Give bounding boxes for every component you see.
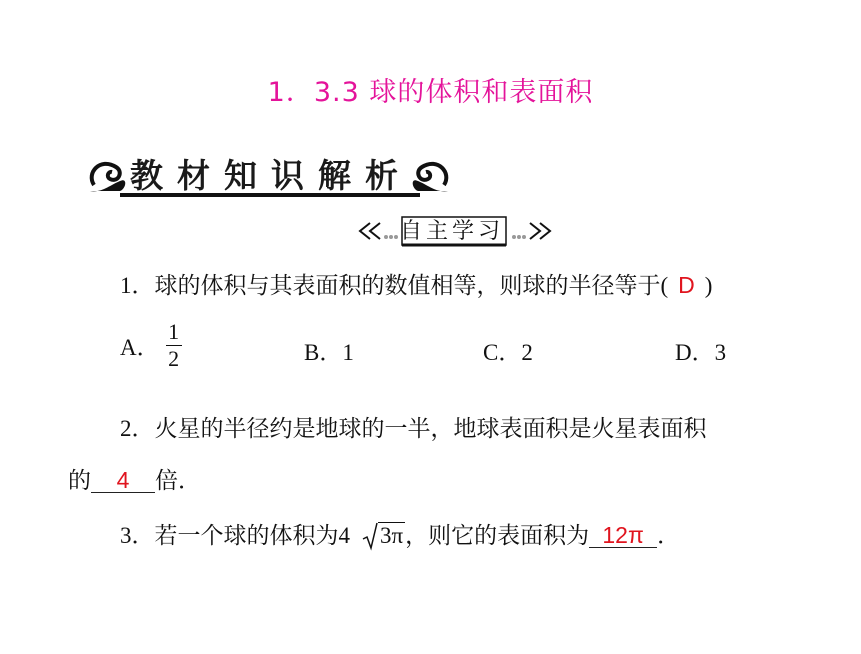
question-1-text: 1．球的体积与其表面积的数值相等，则球的半径等于( (120, 273, 669, 298)
question-2-suffix: 倍． (155, 468, 201, 493)
question-3-prefix: 3．若一个球的体积为4 (120, 523, 350, 548)
radical-sign-icon (362, 521, 378, 551)
question-2-line-2 (68, 466, 201, 496)
question-1-close: ) (704, 273, 713, 298)
question-3-suffix: ． (657, 523, 681, 548)
question-3-radical (362, 521, 405, 551)
option-b: B．1 (304, 340, 354, 365)
self-study-label: 自主学习 (400, 219, 505, 244)
question-3-answer: 12π (589, 523, 657, 548)
question-1 (120, 270, 712, 301)
fraction-denominator: 2 (168, 346, 180, 371)
radicand: 3π (380, 523, 404, 548)
question-1-answer: D (678, 272, 695, 298)
option-d: D．3 (675, 340, 727, 365)
section-banner-title: 教材知识解析 (130, 156, 412, 195)
fraction-numerator: 1 (168, 319, 180, 344)
option-a-label: A． (120, 335, 160, 360)
option-a-fraction (166, 320, 182, 371)
page-title: 1．3.3 球的体积和表面积 (267, 77, 594, 108)
question-2-line-1: 2．火星的半径约是地球的一半，地球表面积是火星表面积 (120, 416, 707, 441)
question-2-prefix: 的 (68, 468, 91, 493)
question-2-answer: 4 (91, 468, 155, 493)
option-c: C．2 (483, 340, 533, 365)
question-3 (120, 521, 680, 551)
question-3-middle: ，则它的表面积为 (405, 523, 590, 548)
option-a (120, 320, 182, 371)
